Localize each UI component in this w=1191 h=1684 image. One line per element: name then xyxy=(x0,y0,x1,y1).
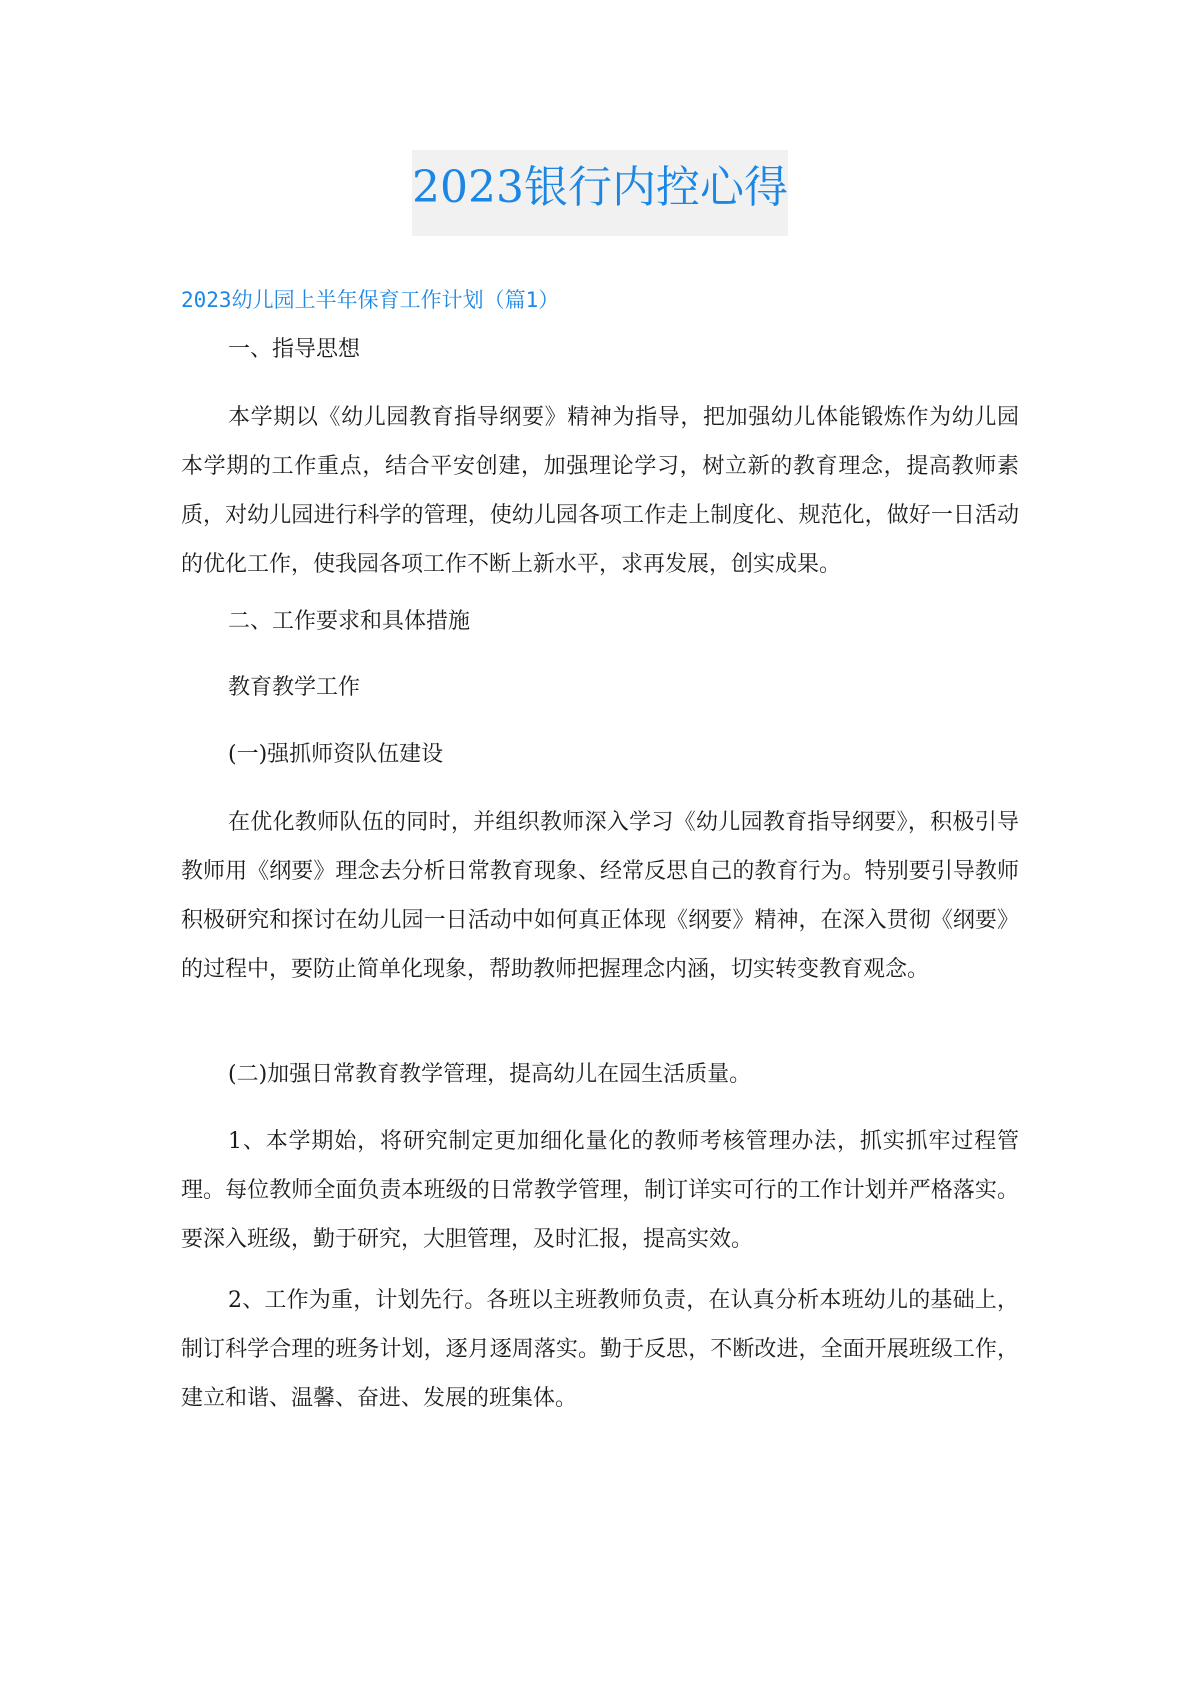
heading-daily-management: (二)加强日常教育教学管理，提高幼儿在园生活质量。 xyxy=(228,1062,752,1087)
heading-education-teaching: 教育教学工作 xyxy=(228,675,361,700)
title-banner xyxy=(412,150,788,236)
paragraph-teacher-team: 在优化教师队伍的同时，并组织教师深入学习《幼儿园教育指导纲要》，积极引导教师用《纲要》理念去分析日常教育现象、经常反思自己的教育行为。特别要引导教师积极研究和探讨在幼儿园一日活动中如何真正体现《纲要》精神，在深入贯彻《纲要》的过程中，要防止简单化现象，帮助教师把握理念内涵，切实转变教育观念。 xyxy=(181,810,1019,982)
heading-work-requirements: 二、工作要求和具体措施 xyxy=(228,609,471,634)
paragraph-item-1: 1、本学期始，将研究制定更加细化量化的教师考核管理办法，抓实抓牢过程管理。每位教师全面负责本班级的日常教学管理，制订详实可行的工作计划并严格落实。要深入班级，勤于研究，大胆管理，及时汇报，提高实效。 xyxy=(181,1129,1019,1252)
page-title: 2023银行内控心得 xyxy=(412,162,788,213)
document-subtitle: 2023幼儿园上半年保育工作计划（篇1） xyxy=(181,288,560,312)
paragraph-item-2: 2、工作为重，计划先行。各班以主班教师负责，在认真分析本班幼儿的基础上，制订科学合理的班务计划，逐月逐周落实。勤于反思，不断改进，全面开展班级工作，建立和谐、温馨、奋进、发展的班集体。 xyxy=(181,1288,1019,1411)
heading-guiding-thought: 一、指导思想 xyxy=(228,337,361,362)
heading-teacher-team: (一)强抓师资队伍建设 xyxy=(228,742,444,767)
paragraph-guiding-thought: 本学期以《幼儿园教育指导纲要》精神为指导，把加强幼儿体能锻炼作为幼儿园本学期的工作重点，结合平安创建，加强理论学习，树立新的教育理念，提高教师素质，对幼儿园进行科学的管理，使幼儿园各项工作走上制度化、规范化，做好一日活动的优化工作，使我园各项工作不断上新水平，求再发展，创实成果。 xyxy=(181,405,1019,577)
